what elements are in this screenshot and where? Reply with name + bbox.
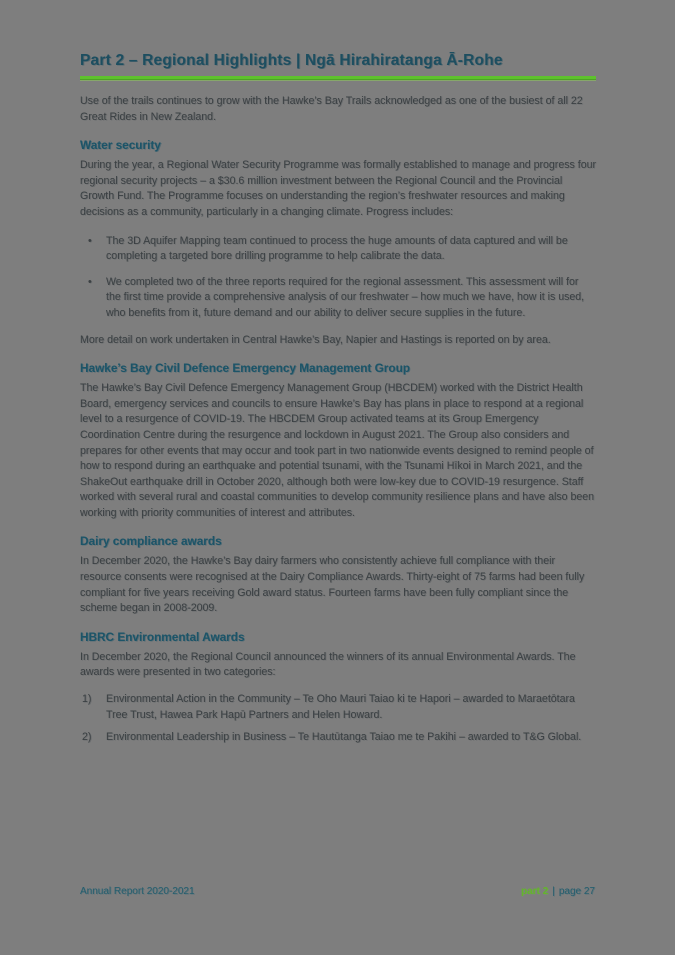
numbered-item-text: Environmental Action in the Community – Te Oho Mauri Taiao ki te Hapori – awarded to Maraetōtara Tree Trust, Hawea Park Hapū Partners and Helen Howard. <box>106 693 575 721</box>
list-item <box>80 234 596 265</box>
page-content <box>80 52 596 753</box>
number-marker: 2) <box>82 731 92 744</box>
bullet-marker: • <box>88 275 92 288</box>
list-item <box>80 692 596 723</box>
section-heading-water-security: Water security <box>80 138 161 153</box>
dairy-compliance-paragraph: In December 2020, the Hawke’s Bay dairy farmers who consistently achieve full compliance with their resource consents were recognised at the Dairy Compliance Awards. Thirty-eight of 75 farms had been fully compliant for five years receiving Gold award status. Fourteen farms have been fully compliant since the scheme began in 2008-2009. <box>80 555 585 615</box>
list-item <box>80 730 596 746</box>
page-title: Part 2 – Regional Highlights | Ngā Hirahiratanga Ā-Rohe <box>80 52 503 69</box>
list-item <box>80 275 596 322</box>
footer-report-title: Annual Report 2020-2021 <box>80 886 195 897</box>
environmental-awards-paragraph: In December 2020, the Regional Council announced the winners of its annual Environmental Awards. The awards were presented in two categories: <box>80 650 576 679</box>
water-security-paragraph: During the year, a Regional Water Security Programme was formally established to manage and progress four regional security projects – a $30.6 million investment between the Regional Council and the Provincial Growth Fund. The Programme focuses on understanding the region’s freshwater resources and making decisions as a community, particularly in a changing climate. Progress includes: <box>80 159 597 218</box>
footer-page-indicator <box>521 886 595 897</box>
section-heading-dairy-compliance: Dairy compliance awards <box>80 534 222 549</box>
footer-part-label: part 2 <box>521 886 549 897</box>
footer-page-number: page 27 <box>558 886 595 897</box>
title-accent-rule <box>80 76 596 80</box>
bullet-text: The 3D Aquifer Mapping team continued to process the huge amounts of data captured and will be completing a targeted bore drilling programme to help calibrate the data. <box>106 234 568 263</box>
footer-separator: | <box>552 886 555 897</box>
civil-defence-paragraph: The Hawke’s Bay Civil Defence Emergency Management Group (HBCDEM) worked with the District Health Board, emergency services and councils to ensure Hawke’s Bay has plans in place to respond at a regional level to a resurgence of COVID-19. The HBCDEM Group activated teams at its Group Emergency Coordination Centre during the resurgence and lockdown in August 2021. The Group also considers and prepares for other events that may occur and took part in two nationwide events designed to remind people of how to respond during an earthquake and potential tsunami, with the Tsunami Hīkoi in March 2021, and the ShakeOut earthquake drill in October 2020, although both were low-key due to COVID-19 resurgence. Staff worked with several rural and coastal communities to develop community resilience plans and have also been working with priority communities of interest and attributes. <box>80 382 595 519</box>
water-security-bullet-list <box>80 234 596 322</box>
bullet-text: We completed two of the three reports required for the regional assessment. This assessment will for the first time provide a comprehensive analysis of our freshwater – how much we have, how it is used, who benefits from it, future demand and our ability to deliver secure supplies in the future. <box>106 275 585 319</box>
numbered-item-text: Environmental Leadership in Business – Te Hautūtanga Taiao me te Pakihi – awarded to T&G Global. <box>106 731 582 744</box>
bullet-marker: • <box>88 234 92 247</box>
section-heading-civil-defence: Hawke’s Bay Civil Defence Emergency Management Group <box>80 361 410 376</box>
section-heading-environmental-awards: HBRC Environmental Awards <box>80 629 245 644</box>
environmental-awards-list <box>80 692 596 746</box>
intro-paragraph: Use of the trails continues to grow with the Hawke’s Bay Trails acknowledged as one of the busiest of all 22 Great Rides in New Zealand. <box>80 95 583 123</box>
number-marker: 1) <box>82 693 92 706</box>
water-security-closing-paragraph: More detail on work undertaken in Central Hawke’s Bay, Napier and Hastings is reported on by area. <box>80 333 551 346</box>
page-footer <box>80 886 595 897</box>
